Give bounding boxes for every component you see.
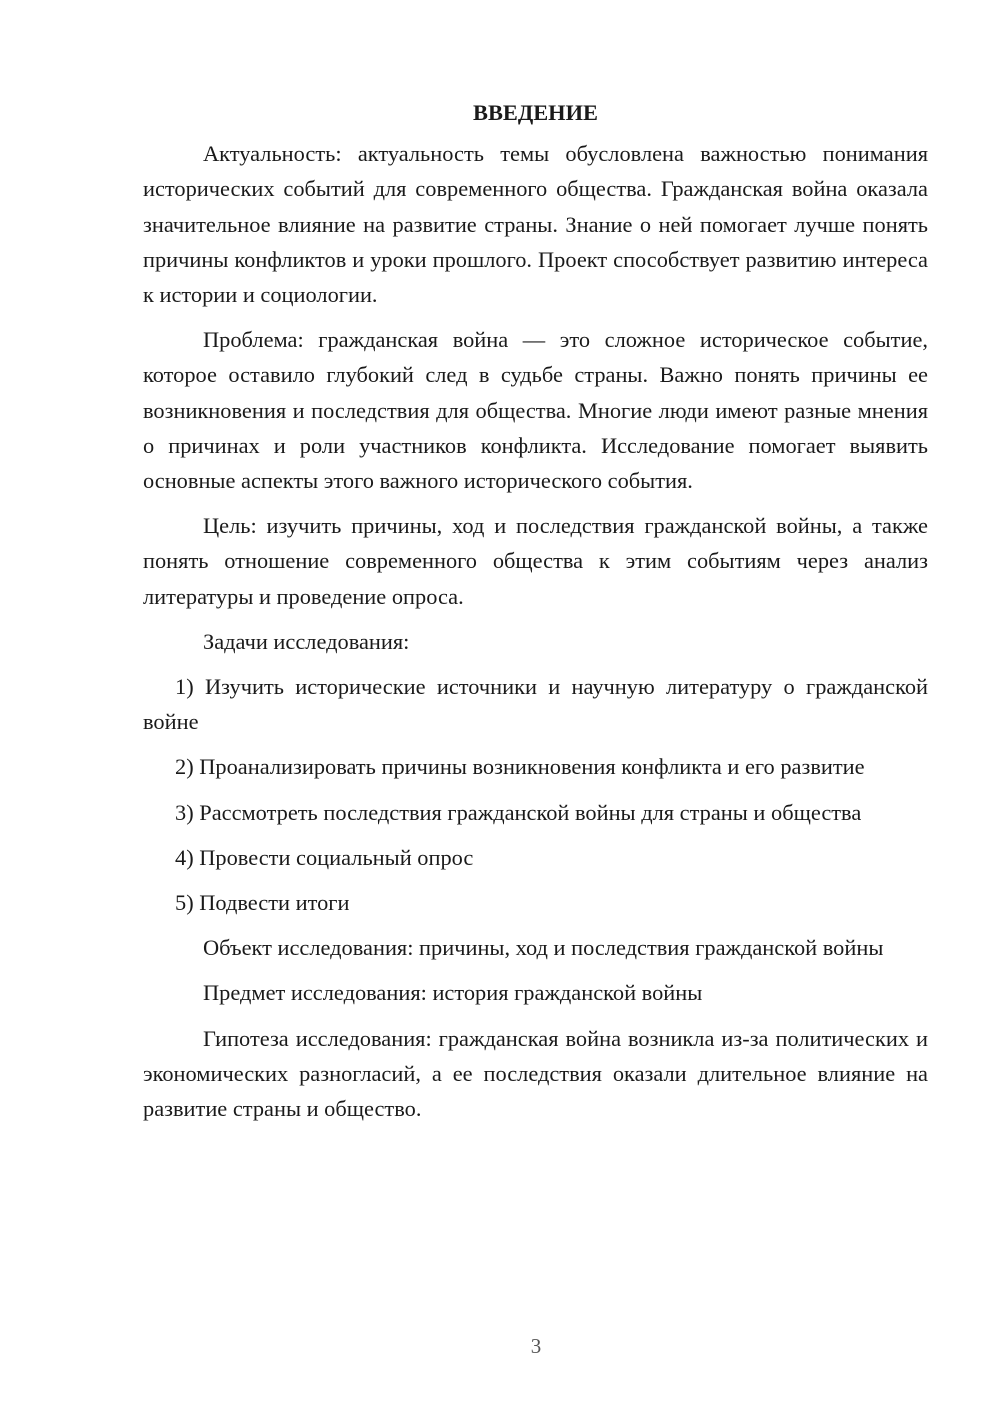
task-item: 3) Рассмотреть последствия гражданской войны для страны и общества xyxy=(175,799,862,825)
page-number: 3 xyxy=(530,1334,542,1358)
task-item: 1) Изучить исторические источники и научную литературу о гражданской войне xyxy=(143,674,928,735)
task-item: 4) Провести социальный опрос xyxy=(175,844,474,870)
subject-paragraph: Предмет исследования: история гражданской войны xyxy=(203,980,703,1006)
page-content xyxy=(143,95,928,1126)
hypothesis-paragraph: Гипотеза исследования: гражданская война возникла из-за политических и экономических разногласий, а ее последствия оказали длительное влияние на развитие страны и общество. xyxy=(143,1025,928,1122)
task-item: 5) Подвести итоги xyxy=(175,890,350,916)
problem-paragraph: Проблема: гражданская война — это сложное историческое событие, которое оставило глубокий след в судьбе страны. Важно понять причины ее возникновения и последствия для общества. Многие люди имеют разные мнения о причинах и роли участников конфликта. Исследование помогает выявить основные аспекты этого важного исторического события. xyxy=(143,327,928,494)
tasks-heading: Задачи исследования: xyxy=(203,628,410,654)
page-title: ВВЕДЕНИЕ xyxy=(473,100,598,125)
relevance-paragraph: Актуальность: актуальность темы обусловлена важностью понимания исторических событий для современного общества. Гражданская война оказала значительное влияние на развитие страны. Знание о ней помогает лучше понять причины конфликтов и уроки прошлого. Проект способствует развитию интереса к истории и социологии. xyxy=(143,141,928,308)
object-paragraph: Объект исследования: причины, ход и последствия гражданской войны xyxy=(203,935,884,961)
task-item: 2) Проанализировать причины возникновения конфликта и его развитие xyxy=(175,754,865,780)
goal-paragraph: Цель: изучить причины, ход и последствия гражданской войны, а также понять отношение современного общества к этим событиям через анализ литературы и проведение опроса. xyxy=(143,513,928,609)
